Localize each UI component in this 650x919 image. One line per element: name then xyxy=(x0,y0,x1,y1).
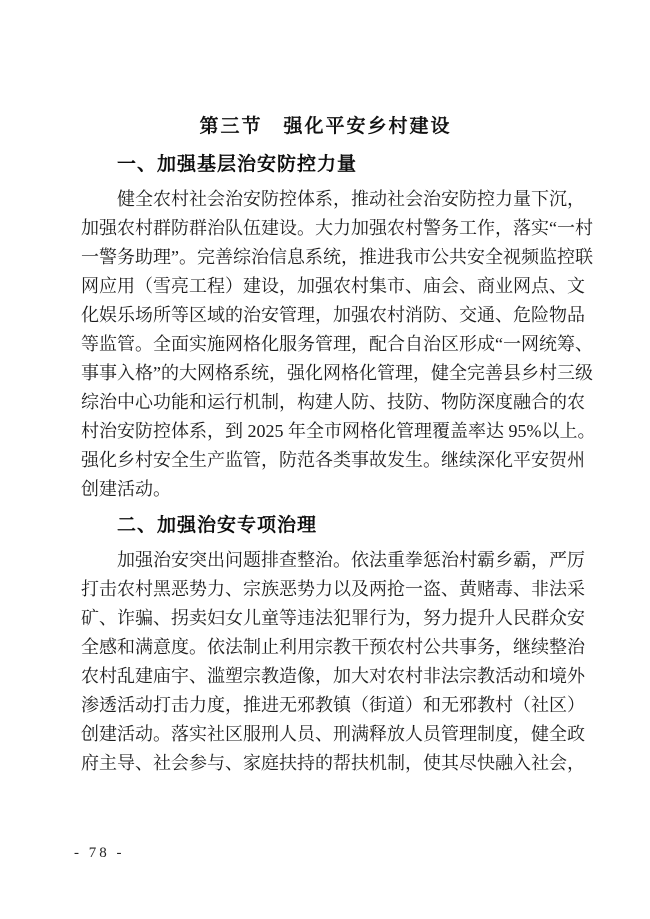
body-line: 村治安防控体系，到 2025 年全市网格化管理覆盖率达 95%以上。 xyxy=(81,421,596,441)
section-title: 第三节 强化平安乡村建设 xyxy=(199,116,452,137)
body-line: 加强治安突出问题排查整治。依法重拳惩治村霸乡霸，严厉 xyxy=(117,550,585,570)
body-line: 一警务助理”。完善综治信息系统，推进我市公共安全视频监控联 xyxy=(81,247,593,267)
body-line: 等监管。全面实施网格化服务管理，配合自治区形成“一网统筹、 xyxy=(81,334,593,354)
body-line: 创建活动。 xyxy=(81,479,171,499)
body-line: 化娱乐场所等区域的治安管理，加强农村消防、交通、危险物品 xyxy=(81,305,585,325)
body-line: 强化乡村安全生产监管，防范各类事故发生。继续深化平安贺州 xyxy=(81,450,585,470)
body-line: 网应用（雪亮工程）建设，加强农村集市、庙会、商业网点、文 xyxy=(81,276,585,296)
body-line: 加强农村群防群治队伍建设。大力加强农村警务工作，落实“一村 xyxy=(81,218,593,238)
body-line: 全感和满意度。依法制止利用宗教干预农村公共事务，继续整治 xyxy=(81,637,585,657)
body-line: 事事入格”的大网格系统，强化网格化管理，健全完善县乡村三级 xyxy=(81,363,593,383)
subsection-heading: 二、加强治安专项治理 xyxy=(117,515,318,536)
body-line: 府主导、社会参与、家庭扶持的帮扶机制，使其尽快融入社会， xyxy=(81,753,585,773)
document-sections xyxy=(81,152,596,778)
body-line: 健全农村社会治安防控体系，推动社会治安防控力量下沉， xyxy=(117,189,585,209)
body-line: 综治中心功能和运行机制，构建人防、技防、物防深度融合的农 xyxy=(81,392,585,412)
body-line: 渗透活动打击力度，推进无邪教镇（街道）和无邪教村（社区） xyxy=(81,695,585,715)
body-line: 矿、诈骗、拐卖妇女儿童等违法犯罪行为，努力提升人民群众安 xyxy=(81,608,585,628)
page-number: - 78 - xyxy=(74,845,125,861)
document-content xyxy=(81,114,596,778)
body-line: 打击农村黑恶势力、宗族恶势力以及两抢一盗、黄赌毒、非法采 xyxy=(81,579,585,599)
body-line: 创建活动。落实社区服刑人员、刑满释放人员管理制度，健全政 xyxy=(81,724,585,744)
body-line: 农村乱建庙宇、滥塑宗教造像，加大对农村非法宗教活动和境外 xyxy=(81,666,585,686)
subsection-heading: 一、加强基层治安防控力量 xyxy=(117,154,358,175)
